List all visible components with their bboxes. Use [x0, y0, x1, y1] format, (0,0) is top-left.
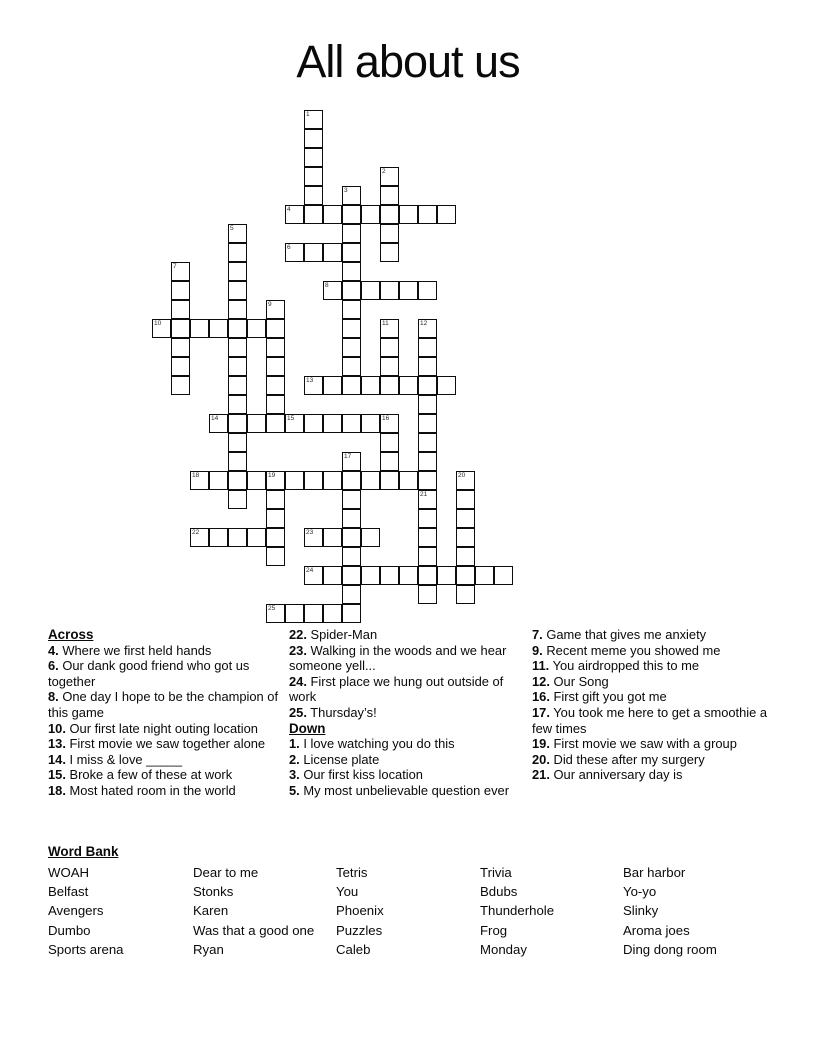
- clue-item-21: 21. Our anniversary day is: [532, 767, 683, 783]
- grid-cell[interactable]: [228, 433, 247, 452]
- grid-cell[interactable]: [399, 471, 418, 490]
- clue-item-16: 16. First gift you got me: [532, 689, 667, 705]
- clue-number: 3.: [289, 767, 300, 783]
- cell-number: 1: [306, 111, 310, 118]
- grid-cell[interactable]: [304, 414, 323, 433]
- page-title: All about us: [296, 36, 520, 87]
- clue-item-9: 9. Recent meme you showed me: [532, 642, 721, 658]
- grid-cell[interactable]: [323, 528, 342, 547]
- grid-cell[interactable]: [380, 205, 399, 224]
- grid-cell[interactable]: [228, 414, 247, 433]
- grid-cell[interactable]: [228, 281, 247, 300]
- grid-cell[interactable]: [456, 585, 475, 604]
- cell-number: 7: [173, 263, 177, 270]
- grid-cell[interactable]: [399, 205, 418, 224]
- grid-cell[interactable]: [323, 205, 342, 224]
- grid-cell[interactable]: [418, 585, 437, 604]
- grid-cell[interactable]: [228, 376, 247, 395]
- grid-cell[interactable]: [456, 490, 475, 509]
- grid-cell[interactable]: [456, 528, 475, 547]
- grid-cell[interactable]: [418, 433, 437, 452]
- grid-cell[interactable]: [342, 338, 361, 357]
- grid-cell[interactable]: [418, 357, 437, 376]
- grid-cell[interactable]: [247, 319, 266, 338]
- grid-cell[interactable]: [494, 566, 513, 585]
- cell-number: 20: [458, 472, 466, 479]
- grid-cell[interactable]: [266, 300, 285, 319]
- grid-cell[interactable]: [304, 110, 323, 129]
- word-bank-item: Dumbo: [48, 922, 91, 938]
- clue-number: 8.: [48, 689, 59, 705]
- grid-cell[interactable]: [228, 490, 247, 509]
- cell-number: 14: [211, 415, 219, 422]
- grid-cell[interactable]: [380, 357, 399, 376]
- grid-cell[interactable]: [342, 604, 361, 623]
- grid-cell[interactable]: [361, 376, 380, 395]
- clue-item-7: 7. Game that gives me anxiety: [532, 627, 707, 642]
- grid-cell[interactable]: [266, 471, 285, 490]
- grid-cell[interactable]: [266, 414, 285, 433]
- clue-number: 9.: [532, 642, 543, 658]
- grid-cell[interactable]: [304, 205, 323, 224]
- cell-number: 11: [382, 320, 389, 327]
- grid-cell[interactable]: [266, 319, 285, 338]
- word-bank-item: Caleb: [336, 941, 371, 957]
- grid-cell[interactable]: [304, 376, 323, 395]
- grid-cell[interactable]: [380, 281, 399, 300]
- word-bank-column: [48, 863, 124, 959]
- grid-cell[interactable]: [342, 319, 361, 338]
- clue-number: 2.: [289, 751, 300, 767]
- clue-item-4: 4. Where we first held hands: [48, 642, 212, 658]
- grid-cell[interactable]: [171, 262, 190, 281]
- grid-cell[interactable]: [285, 604, 304, 623]
- clue-number: 18.: [48, 782, 66, 798]
- word-bank-item: Stonks: [193, 884, 234, 900]
- grid-cell[interactable]: [361, 566, 380, 585]
- clue-item-15: 15. Broke a few of these at work: [48, 767, 233, 783]
- grid-cell[interactable]: [342, 414, 361, 433]
- grid-cell[interactable]: [247, 471, 266, 490]
- grid-cell[interactable]: [171, 281, 190, 300]
- grid-cell[interactable]: [399, 566, 418, 585]
- clue-number: 7.: [532, 627, 543, 642]
- clue-number: 5.: [289, 782, 300, 798]
- grid-cell[interactable]: [171, 300, 190, 319]
- grid-cell[interactable]: [342, 528, 361, 547]
- cell-number: 21: [420, 491, 428, 498]
- cell-number: 24: [306, 567, 314, 574]
- word-bank-item: Frog: [480, 922, 508, 938]
- grid-cell[interactable]: [418, 376, 437, 395]
- grid-cell[interactable]: [342, 186, 361, 205]
- grid-cell[interactable]: [171, 357, 190, 376]
- grid-cell[interactable]: [323, 281, 342, 300]
- grid-cell[interactable]: [418, 509, 437, 528]
- grid-cell[interactable]: [418, 205, 437, 224]
- grid-cell[interactable]: [285, 471, 304, 490]
- grid-cell[interactable]: [266, 509, 285, 528]
- grid-cell[interactable]: [266, 395, 285, 414]
- clue-item-3: 3. Our first kiss location: [289, 767, 423, 783]
- clue-item-10: 10. Our first late night outing location: [48, 720, 258, 736]
- grid-cell[interactable]: [380, 471, 399, 490]
- grid-cell[interactable]: [361, 205, 380, 224]
- word-bank-item: Thunderhole: [480, 903, 555, 919]
- grid-cell[interactable]: [323, 566, 342, 585]
- clue-number: 4.: [48, 642, 59, 658]
- cell-number: 17: [344, 453, 352, 460]
- clue-number: 13.: [48, 736, 66, 752]
- grid-cell[interactable]: [380, 319, 399, 338]
- clue-item-2: 2. License plate: [289, 751, 380, 767]
- word-bank-column: [480, 863, 554, 959]
- cell-number: 19: [268, 472, 276, 479]
- grid-cell[interactable]: [418, 528, 437, 547]
- word-bank-item: Dear to me: [193, 865, 259, 880]
- clue-item-20: 20. Did these after my surgery: [532, 751, 705, 767]
- grid-cell[interactable]: [342, 300, 361, 319]
- grid-cell[interactable]: [171, 376, 190, 395]
- across-header: Across: [48, 627, 94, 642]
- grid-cell[interactable]: [190, 528, 209, 547]
- word-bank-item: Bdubs: [480, 884, 518, 900]
- clue-number: 10.: [48, 720, 66, 736]
- clue-item-6: 6. Our dank good friend who got us together: [48, 658, 250, 689]
- grid-cell[interactable]: [171, 338, 190, 357]
- grid-cell[interactable]: [342, 585, 361, 604]
- word-bank-item: Slinky: [623, 903, 659, 919]
- grid-cell[interactable]: [456, 471, 475, 490]
- grid-cell[interactable]: [456, 547, 475, 566]
- grid-cell[interactable]: [418, 281, 437, 300]
- word-bank-item: Belfast: [48, 884, 89, 900]
- clue-column-right: [532, 627, 770, 783]
- clue-item-17: 17. You took me here to get a smoothie a few times: [532, 704, 768, 736]
- cell-number: 15: [287, 415, 295, 422]
- word-bank-item: WOAH: [48, 865, 90, 880]
- clue-number: 23.: [289, 642, 307, 658]
- grid-cell[interactable]: [323, 376, 342, 395]
- grid-cell[interactable]: [342, 547, 361, 566]
- word-bank-item: Was that a good one: [193, 922, 315, 938]
- grid-cell[interactable]: [304, 167, 323, 186]
- grid-cell[interactable]: [228, 357, 247, 376]
- grid-cell[interactable]: [285, 414, 304, 433]
- grid-cell[interactable]: [475, 566, 494, 585]
- grid-cell[interactable]: [304, 528, 323, 547]
- grid-cell[interactable]: [228, 471, 247, 490]
- grid-cell[interactable]: [380, 452, 399, 471]
- grid-cell[interactable]: [266, 528, 285, 547]
- clue-number: 25.: [289, 704, 307, 720]
- grid-cell[interactable]: [247, 528, 266, 547]
- grid-cell[interactable]: [342, 452, 361, 471]
- grid-cell[interactable]: [228, 395, 247, 414]
- grid-cell[interactable]: [342, 471, 361, 490]
- clue-item-19: 19. First movie we saw with a group: [532, 736, 737, 752]
- grid-cell[interactable]: [228, 528, 247, 547]
- grid-cell[interactable]: [323, 414, 342, 433]
- word-bank-header: Word Bank: [48, 844, 119, 859]
- grid-cell[interactable]: [266, 357, 285, 376]
- grid-cell[interactable]: [342, 262, 361, 281]
- grid-cell[interactable]: [361, 414, 380, 433]
- grid-cell[interactable]: [380, 186, 399, 205]
- clue-number: 22.: [289, 627, 307, 642]
- grid-cell[interactable]: [342, 490, 361, 509]
- word-bank-column: [623, 863, 717, 959]
- grid-cell[interactable]: [209, 319, 228, 338]
- grid-cell[interactable]: [418, 547, 437, 566]
- word-bank-item: Bar harbor: [623, 865, 686, 880]
- grid-cell[interactable]: [304, 604, 323, 623]
- word-bank-column: [193, 863, 314, 959]
- grid-cell[interactable]: [209, 528, 228, 547]
- grid-cell[interactable]: [342, 509, 361, 528]
- grid-cell[interactable]: [152, 319, 171, 338]
- grid-cell[interactable]: [418, 395, 437, 414]
- grid-cell[interactable]: [380, 566, 399, 585]
- word-bank-item: Monday: [480, 941, 527, 957]
- grid-cell[interactable]: [304, 471, 323, 490]
- grid-cell[interactable]: [342, 376, 361, 395]
- cell-number: 18: [192, 472, 200, 479]
- grid-cell[interactable]: [342, 243, 361, 262]
- clue-number: 15.: [48, 767, 66, 783]
- grid-cell[interactable]: [266, 376, 285, 395]
- grid-cell[interactable]: [228, 319, 247, 338]
- clue-item-8: 8. One day I hope to be the champion of this game: [48, 689, 279, 720]
- grid-cell[interactable]: [247, 414, 266, 433]
- grid-cell[interactable]: [342, 566, 361, 585]
- grid-cell[interactable]: [266, 604, 285, 623]
- clue-column-middle: [289, 627, 534, 799]
- grid-cell[interactable]: [266, 547, 285, 566]
- word-bank-item: Aroma joes: [623, 922, 690, 938]
- clue-item-12: 12. Our Song: [532, 673, 609, 689]
- grid-cell[interactable]: [380, 224, 399, 243]
- grid-cell[interactable]: [342, 281, 361, 300]
- grid-cell[interactable]: [380, 414, 399, 433]
- grid-cell[interactable]: [285, 243, 304, 262]
- grid-cell[interactable]: [418, 471, 437, 490]
- grid-cell[interactable]: [380, 376, 399, 395]
- grid-cell[interactable]: [399, 376, 418, 395]
- grid-cell[interactable]: [342, 224, 361, 243]
- grid-cell[interactable]: [266, 490, 285, 509]
- clue-number: 14.: [48, 751, 66, 767]
- grid-cell[interactable]: [380, 338, 399, 357]
- grid-cell[interactable]: [190, 319, 209, 338]
- grid-cell[interactable]: [342, 357, 361, 376]
- grid-cell[interactable]: [209, 471, 228, 490]
- cell-number: 22: [192, 529, 200, 536]
- grid-cell[interactable]: [380, 167, 399, 186]
- word-bank-item: Karen: [193, 903, 229, 919]
- word-bank-item: Ryan: [193, 941, 224, 957]
- grid-cell[interactable]: [304, 243, 323, 262]
- grid-cell[interactable]: [304, 186, 323, 205]
- cell-number: 9: [268, 301, 272, 308]
- word-bank-item: Trivia: [480, 865, 512, 880]
- grid-cell[interactable]: [342, 205, 361, 224]
- grid-cell[interactable]: [380, 243, 399, 262]
- grid-cell[interactable]: [304, 129, 323, 148]
- grid-cell[interactable]: [228, 243, 247, 262]
- cell-number: 2: [382, 168, 386, 175]
- clue-item-18: 18. Most hated room in the world: [48, 782, 236, 798]
- grid-cell[interactable]: [209, 414, 228, 433]
- word-bank-item: Puzzles: [336, 922, 383, 938]
- word-bank-item: Phoenix: [336, 903, 384, 919]
- grid-cell[interactable]: [418, 414, 437, 433]
- grid-cell[interactable]: [228, 224, 247, 243]
- grid-cell[interactable]: [418, 566, 437, 585]
- grid-cell[interactable]: [323, 471, 342, 490]
- clue-number: 20.: [532, 751, 550, 767]
- grid-cell[interactable]: [228, 262, 247, 281]
- clue-number: 16.: [532, 689, 550, 705]
- cell-number: 23: [306, 529, 314, 536]
- down-header: Down: [289, 720, 326, 736]
- cell-number: 3: [344, 187, 348, 194]
- word-bank-item: Yo-yo: [623, 884, 657, 900]
- word-bank-item: Avengers: [48, 903, 104, 919]
- grid-cell[interactable]: [323, 604, 342, 623]
- grid-cell[interactable]: [190, 471, 209, 490]
- cell-number: 4: [287, 206, 291, 213]
- clue-column-across: [48, 627, 285, 799]
- clue-item-11: 11. You airdropped this to me: [532, 658, 699, 674]
- clue-number: 6.: [48, 658, 59, 674]
- cell-number: 8: [325, 282, 329, 289]
- cell-number: 10: [154, 320, 162, 327]
- cell-number: 25: [268, 605, 276, 612]
- word-bank-item: Sports arena: [48, 941, 124, 957]
- grid-cell[interactable]: [418, 452, 437, 471]
- clue-item-25: 25. Thursday’s!: [289, 704, 377, 720]
- grid-cell[interactable]: [399, 281, 418, 300]
- clue-number: 17.: [532, 704, 550, 720]
- grid-cell[interactable]: [437, 566, 456, 585]
- clue-number: 11.: [532, 658, 550, 674]
- grid-cell[interactable]: [361, 281, 380, 300]
- grid-cell[interactable]: [361, 471, 380, 490]
- word-bank-column: [336, 863, 384, 959]
- grid-cell[interactable]: [171, 319, 190, 338]
- clue-item-13: 13. First movie we saw together alone: [48, 736, 266, 752]
- grid-cell[interactable]: [228, 338, 247, 357]
- grid-cell[interactable]: [418, 338, 437, 357]
- grid-cell[interactable]: [323, 243, 342, 262]
- grid-cell[interactable]: [418, 319, 437, 338]
- grid-cell[interactable]: [456, 566, 475, 585]
- grid-cell[interactable]: [228, 452, 247, 471]
- clue-number: 24.: [289, 673, 307, 689]
- cell-number: 5: [230, 225, 234, 232]
- clue-item-1: 1. I love watching you do this: [289, 736, 455, 752]
- cell-number: 6: [287, 244, 291, 251]
- grid-cell[interactable]: [380, 433, 399, 452]
- word-bank-item: Ding dong room: [623, 941, 717, 957]
- clue-item-22: 22. Spider-Man: [289, 627, 378, 642]
- clue-number: 21.: [532, 767, 550, 783]
- clue-item-23: 23. Walking in the woods and we hear someone yell...: [289, 642, 507, 674]
- cell-number: 16: [382, 415, 390, 422]
- grid-cell[interactable]: [285, 205, 304, 224]
- grid-cell[interactable]: [456, 509, 475, 528]
- clue-number: 1.: [289, 736, 300, 752]
- clue-item-5: 5. My most unbelievable question ever: [289, 782, 509, 798]
- cell-number: 13: [306, 377, 314, 384]
- grid-cell[interactable]: [361, 528, 380, 547]
- grid-cell[interactable]: [304, 566, 323, 585]
- grid-cell[interactable]: [228, 300, 247, 319]
- grid-cell[interactable]: [437, 205, 456, 224]
- clue-item-24: 24. First place we hung out outside of work: [289, 673, 504, 705]
- clue-item-14: 14. I miss & love _____: [48, 751, 182, 767]
- grid-cell[interactable]: [418, 490, 437, 509]
- word-bank-item: Tetris: [336, 865, 368, 880]
- cell-number: 12: [420, 320, 428, 327]
- grid-cell[interactable]: [437, 376, 456, 395]
- word-bank-item: You: [336, 884, 359, 900]
- grid-cell[interactable]: [266, 338, 285, 357]
- grid-cell[interactable]: [304, 148, 323, 167]
- clue-number: 19.: [532, 736, 550, 752]
- clue-number: 12.: [532, 673, 550, 689]
